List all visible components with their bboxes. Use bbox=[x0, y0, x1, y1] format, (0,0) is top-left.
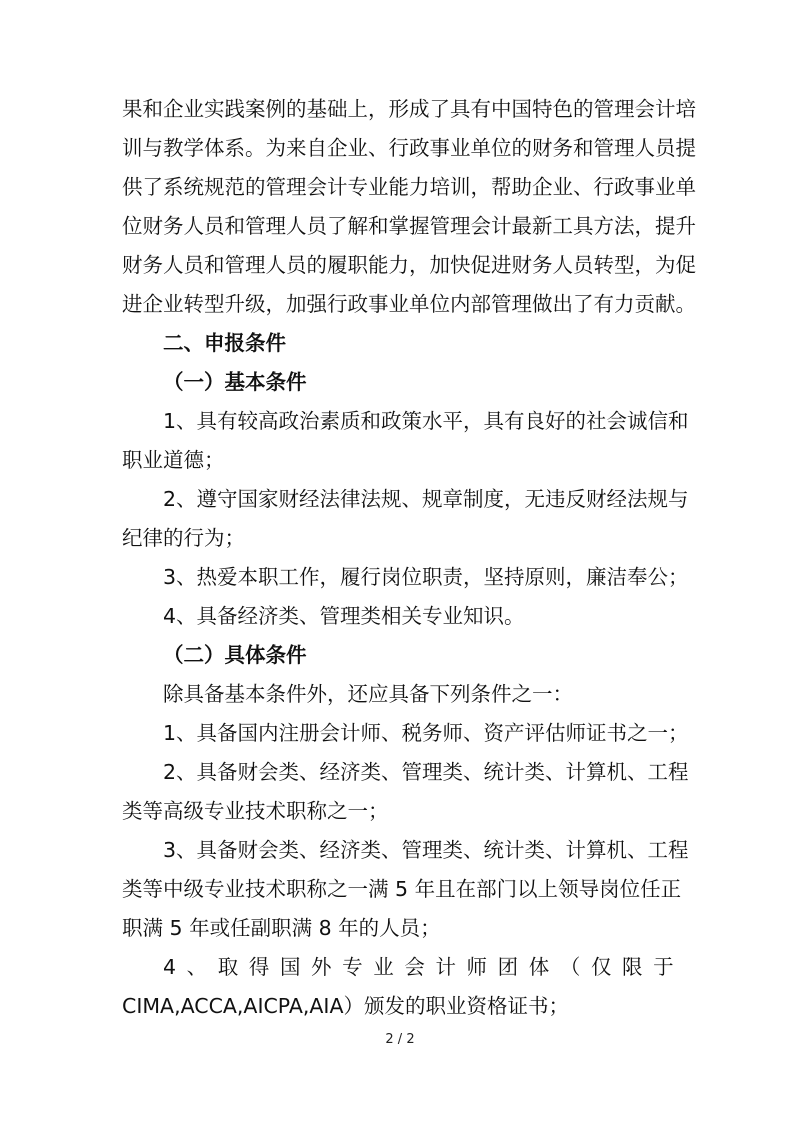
page-number: 2 / 2 bbox=[385, 1032, 415, 1047]
specific-intro: 除具备基本条件外，还应具备下列条件之一： bbox=[163, 682, 573, 706]
specific-item-3: 3、具备财会类、经济类、管理类、统计类、计算机、工程 bbox=[163, 838, 689, 862]
paragraph-line: 供了系统规范的管理会计专业能力培训，帮助企业、行政事业单 bbox=[122, 175, 696, 199]
basic-item-2-cont: 纪律的行为； bbox=[122, 526, 245, 550]
specific-item-3-cont: 类等中级专业技术职称之一满 5 年且在部门以上领导岗位任正 bbox=[122, 877, 682, 901]
subsection-heading-specific: （二）具体条件 bbox=[163, 643, 307, 667]
specific-item-3-cont2: 职满 5 年或任副职满 8 年的人员； bbox=[122, 916, 441, 940]
section-heading: 二、申报条件 bbox=[163, 331, 286, 355]
basic-item-4: 4、具备经济类、管理类相关专业知识。 bbox=[163, 604, 525, 628]
paragraph-line: 果和企业实践案例的基础上，形成了具有中国特色的管理会计培 bbox=[122, 97, 696, 121]
basic-item-1-cont: 职业道德； bbox=[122, 448, 225, 472]
basic-item-3: 3、热爱本职工作，履行岗位职责，坚持原则，廉洁奉公； bbox=[163, 565, 689, 589]
specific-item-2: 2、具备财会类、经济类、管理类、统计类、计算机、工程 bbox=[163, 760, 689, 784]
subsection-heading-basic: （一）基本条件 bbox=[163, 370, 307, 394]
paragraph-line: 进企业转型升级，加强行政事业单位内部管理做出了有力贡献。 bbox=[122, 292, 696, 316]
document-body bbox=[122, 90, 696, 1026]
paragraph-line: 训与教学体系。为来自企业、行政事业单位的财务和管理人员提 bbox=[122, 136, 696, 160]
paragraph-line: 财务人员和管理人员的履职能力，加快促进财务人员转型，为促 bbox=[122, 253, 696, 277]
specific-item-4: 4、取得国外专业会计师团体（仅限于 bbox=[163, 955, 685, 979]
paragraph-line: 位财务人员和管理人员了解和掌握管理会计最新工具方法，提升 bbox=[122, 214, 696, 238]
specific-item-4-cont: CIMA,ACCA,AICPA,AIA）颁发的职业资格证书； bbox=[122, 994, 569, 1018]
specific-item-1: 1、具备国内注册会计师、税务师、资产评估师证书之一； bbox=[163, 721, 689, 745]
basic-item-1: 1、具有较高政治素质和政策水平，具有良好的社会诚信和 bbox=[163, 409, 689, 433]
specific-item-2-cont: 类等高级专业技术职称之一； bbox=[122, 799, 389, 823]
basic-item-2: 2、遵守国家财经法律法规、规章制度，无违反财经法规与 bbox=[163, 487, 689, 511]
